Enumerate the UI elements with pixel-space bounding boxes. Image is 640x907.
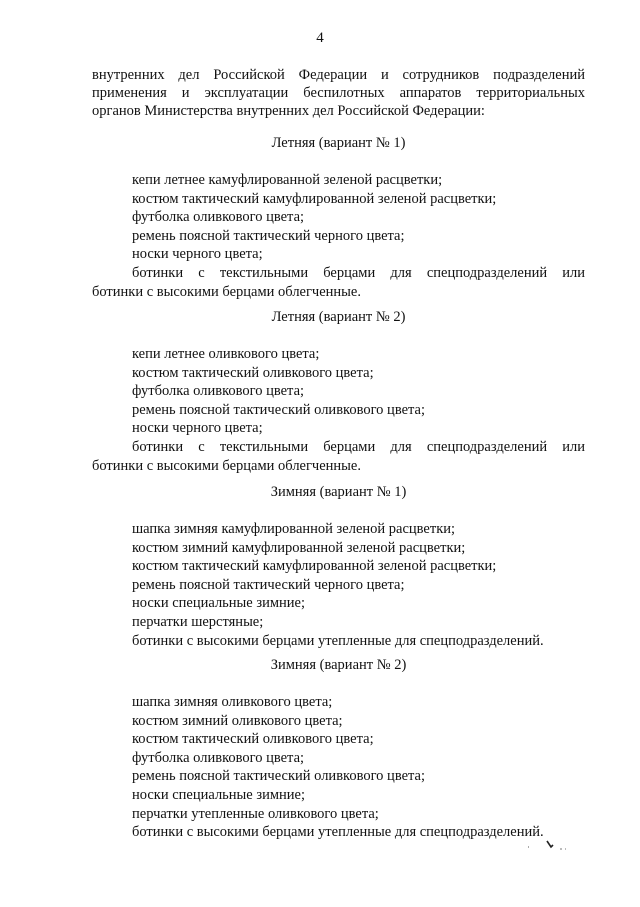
list-item-continuation: ботинки с высокими берцами облегченные. xyxy=(92,283,361,300)
list-item: ботинки с текстильными берцами для спецподразделений или xyxy=(132,438,585,455)
list-item: ремень поясной тактический черного цвета; xyxy=(132,576,405,593)
list-item: костюм тактический оливкового цвета; xyxy=(132,364,374,381)
intro-paragraph xyxy=(92,66,585,120)
list-item: шапка зимняя оливкового цвета; xyxy=(132,694,333,710)
list-item: костюм зимний оливкового цвета; xyxy=(132,712,343,729)
list-item: кепи летнее оливкового цвета; xyxy=(132,346,320,362)
section-title: Летняя (вариант № 1) xyxy=(271,135,406,151)
page-number: 4 xyxy=(316,30,324,46)
list-item: ботинки с текстильными берцами для спецподразделений или xyxy=(132,264,585,281)
list-item: ремень поясной тактический черного цвета; xyxy=(132,227,405,244)
list-item: перчатки шерстяные; xyxy=(132,613,264,630)
intro-line: внутренних дел Российской Федерации и сотрудников подразделений xyxy=(92,67,585,83)
list-item: носки черного цвета; xyxy=(132,246,263,263)
section-summer-1 xyxy=(92,134,585,301)
list-item: ремень поясной тактический оливкового цвета; xyxy=(132,401,425,418)
list-item: футболка оливкового цвета; xyxy=(132,209,305,226)
section-summer-2 xyxy=(92,308,585,475)
item-list xyxy=(92,693,585,842)
item-list xyxy=(92,520,585,650)
scan-mark xyxy=(520,838,570,852)
list-item: футболка оливкового цвета; xyxy=(132,749,305,766)
intro-line: органов Министерства внутренних дел Российской Федерации: xyxy=(92,103,485,119)
list-item: кепи летнее камуфлированной зеленой расцветки; xyxy=(132,172,443,188)
section-winter-2 xyxy=(92,656,585,842)
list-item: футболка оливкового цвета; xyxy=(132,383,305,400)
section-winter-1 xyxy=(92,483,585,650)
list-item: ремень поясной тактический оливкового цвета; xyxy=(132,768,425,785)
list-item: костюм зимний камуфлированной зеленой расцветки; xyxy=(132,539,466,556)
list-item-continuation: ботинки с высокими берцами облегченные. xyxy=(92,457,361,474)
section-title: Зимняя (вариант № 2) xyxy=(270,657,407,673)
list-item: перчатки утепленные оливкового цвета; xyxy=(132,805,379,822)
list-item: ботинки с высокими берцами утепленные для спецподразделений. xyxy=(132,632,544,649)
list-item: носки специальные зимние; xyxy=(132,786,306,803)
list-item: костюм тактический оливкового цвета; xyxy=(132,731,374,748)
list-item: ботинки с высокими берцами утепленные для спецподразделений. xyxy=(132,824,544,841)
item-list xyxy=(92,345,585,475)
list-item: шапка зимняя камуфлированной зеленой расцветки; xyxy=(132,521,456,537)
list-item: костюм тактический камуфлированной зеленой расцветки; xyxy=(132,558,497,575)
section-title: Летняя (вариант № 2) xyxy=(271,309,406,325)
list-item: носки черного цвета; xyxy=(132,420,263,437)
intro-line: применения и эксплуатации беспилотных аппаратов территориальных xyxy=(92,85,585,101)
section-title: Зимняя (вариант № 1) xyxy=(270,484,407,500)
list-item: костюм тактический камуфлированной зеленой расцветки; xyxy=(132,190,497,207)
item-list xyxy=(92,171,585,301)
list-item: носки специальные зимние; xyxy=(132,595,306,612)
